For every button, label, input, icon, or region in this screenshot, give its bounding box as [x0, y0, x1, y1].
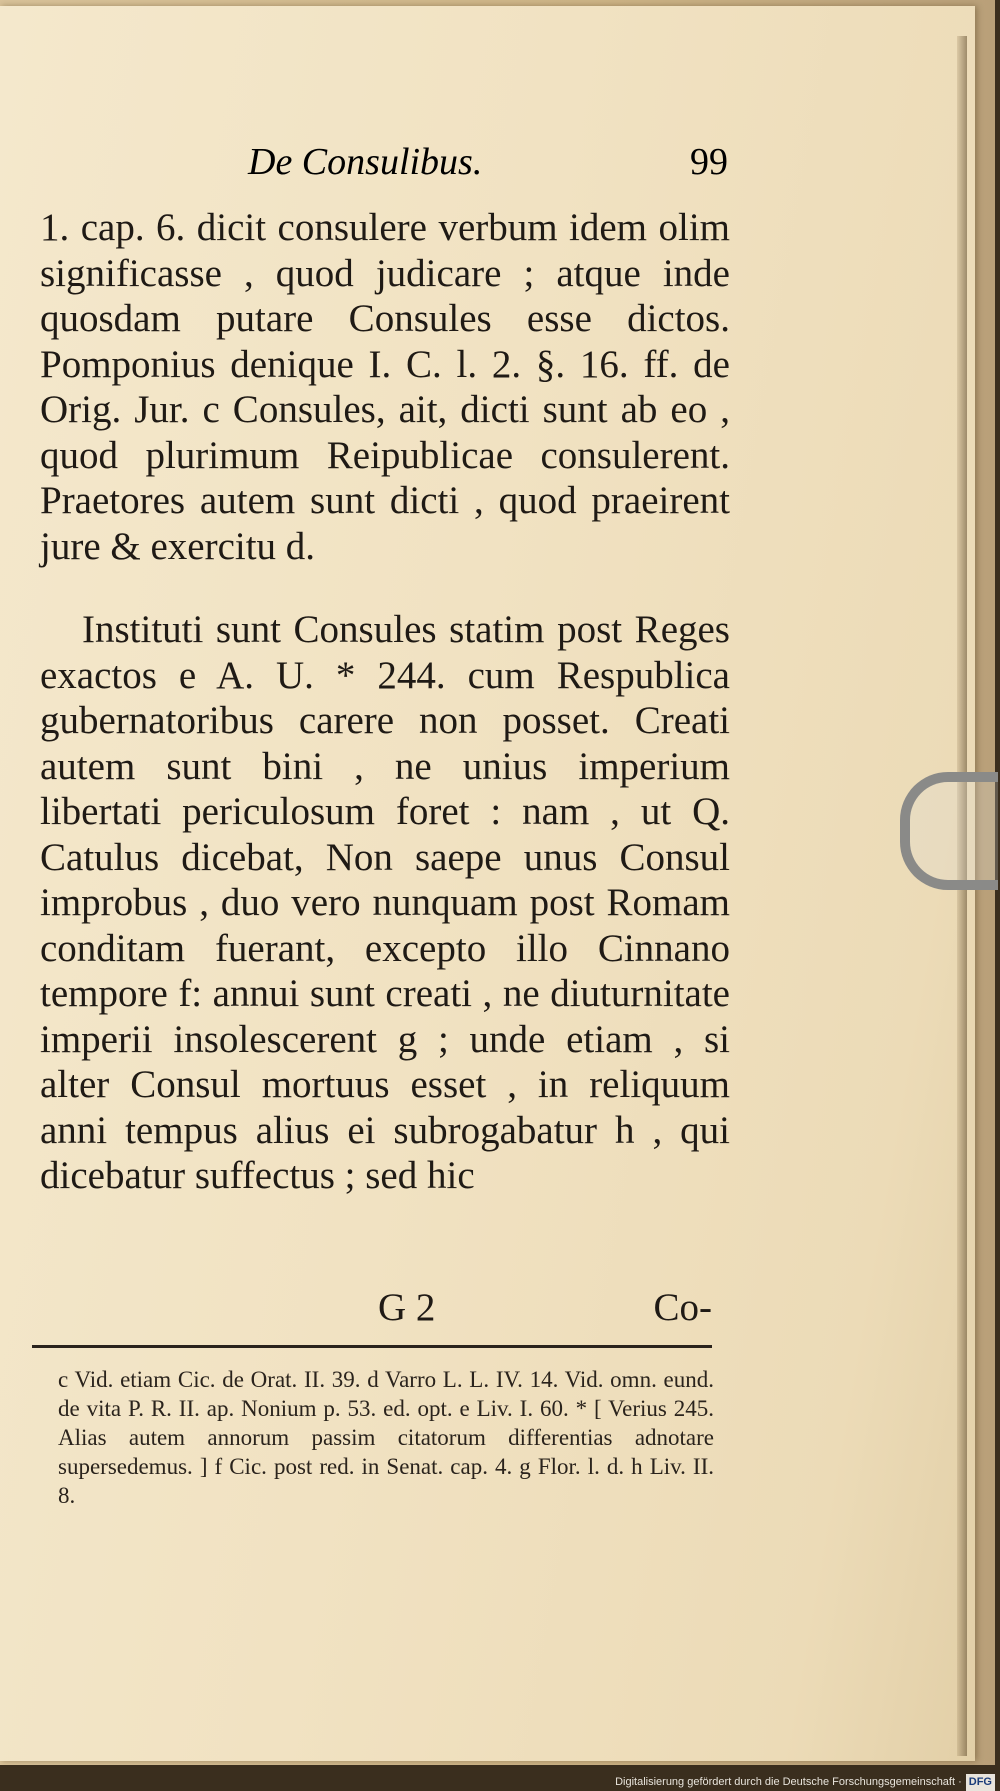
dfg-logo: DFG	[966, 1774, 995, 1791]
catchword: Co-	[653, 1286, 712, 1329]
signature-line	[40, 1285, 712, 1331]
running-head-title: De Consulibus.	[248, 141, 483, 183]
paragraph-2: Instituti sunt Consules statim post Reges exactos e A. U. * 244. cum Respublica gubernatoribus carere non posset. Creati autem sunt bini , ne unius imperium libertati periculosum foret : nam , ut Q. Catulus dicebat, Non saepe unus Consul improbus , duo vero nunquam post Romam conditam fuerant, excepto illo Cinnano tempore f: annui sunt creati , ne diuturnitate imperii insolescerent g ; unde etiam , si alter Consul mortuus esset , in reliquum anni tempus alius ei subrogabatur h , qui dicebatur suffectus ; sed hic	[40, 608, 730, 1197]
footnote-rule	[32, 1345, 712, 1348]
credit-text: Digitalisierung gefördert durch die Deutsche Forschungsgemeinschaft ·	[615, 1776, 962, 1788]
digitization-credit	[600, 1774, 995, 1791]
footnotes	[58, 1365, 714, 1510]
page-edge-shadow	[957, 36, 967, 1756]
paragraph-1: 1. cap. 6. dicit consulere verbum idem olim significasse , quod judicare ; atque inde quosdam putare Consules esse dictos. Pomponius denique I. C. l. 2. §. 16. ff. de Orig. Jur. c Consules, ait, dicti sunt ab eo , quod plurimum Reipublicae consulerent. Praetores autem sunt dicti , quod praeirent jure & exercitu d.	[40, 206, 730, 568]
page-clip-icon	[900, 772, 998, 890]
main-text	[40, 205, 730, 1199]
signature-mark: G 2	[378, 1286, 436, 1329]
footnote-text: c Vid. etiam Cic. de Orat. II. 39. d Varro L. L. IV. 14. Vid. omn. eund. de vita P. R. II. ap. Nonium p. 53. ed. opt. e Liv. I. 60. * [ Verius 245. Alias autem annorum passim citatorum differentias adnotare supersedemus. ] f Cic. post red. in Senat. cap. 4. g Flor. l. d. h Liv. II. 8.	[58, 1367, 714, 1508]
page-number: 99	[690, 141, 728, 183]
running-head	[248, 140, 728, 190]
